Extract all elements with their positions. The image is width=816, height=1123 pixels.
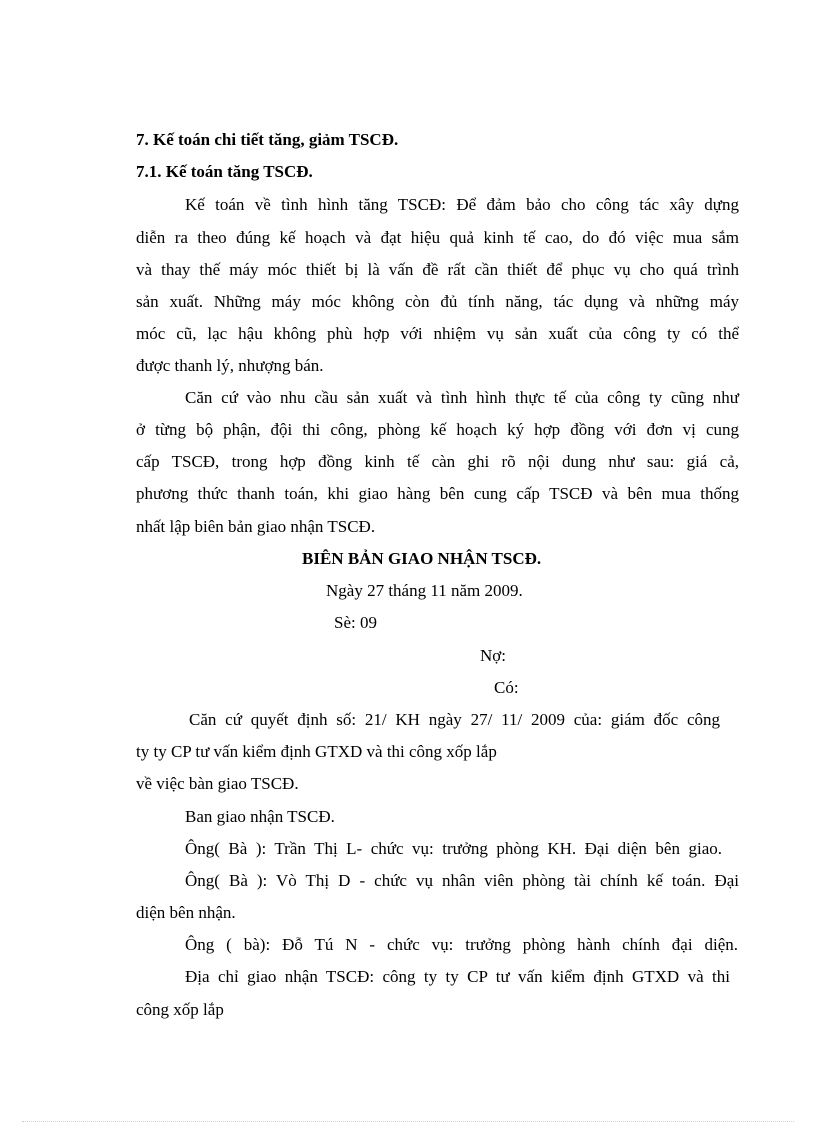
minutes-title: BIÊN BẢN GIAO NHẬN TSCĐ. xyxy=(302,549,542,568)
para2-line-4: phương thức thanh toán, khi giao hàng bên cung cấp TSCĐ và bên mua thống xyxy=(136,484,739,503)
para3-line-3: về việc bàn giao TSCĐ. xyxy=(136,774,299,793)
minutes-date: Ngày 27 tháng 11 năm 2009. xyxy=(326,581,523,600)
address-line-2: công xốp lắp xyxy=(136,1000,224,1019)
para3-line-1: Căn cứ quyết định số: 21/ KH ngày 27/ 11/ 2009 của: giám đốc công xyxy=(189,710,720,729)
para2-line-1: Căn cứ vào nhu cầu sản xuất và tình hình thực tế của công ty cũng như xyxy=(185,388,739,407)
member-2-line-2: diện bên nhận. xyxy=(136,903,236,922)
section-heading-7-1: 7.1. Kế toán tăng TSCĐ. xyxy=(136,162,313,181)
para1-line-6: được thanh lý, nhượng bán. xyxy=(136,356,324,375)
para2-line-5: nhất lập biên bản giao nhận TSCĐ. xyxy=(136,517,376,536)
para2-line-3: cấp TSCĐ, trong hợp đồng kinh tế càn ghi rõ nội dung như sau: giá cả, xyxy=(136,452,739,471)
member-2-line-1: Ông( Bà ): Vò Thị D - chức vụ nhân viên phòng tài chính kế toán. Đại xyxy=(185,871,739,890)
address-line-1: Địa chỉ giao nhận TSCĐ: công ty ty CP tư vấn kiểm định GTXD và thi xyxy=(185,967,730,986)
section-heading-7: 7. Kế toán chi tiết tăng, giảm TSCĐ. xyxy=(136,130,399,149)
credit-label: Có: xyxy=(494,678,519,697)
debit-label: Nợ: xyxy=(480,646,506,665)
para1-line-1: Kế toán về tình hình tăng TSCĐ: Để đảm bảo cho công tác xây dựng xyxy=(185,195,739,214)
para2-line-2: ở từng bộ phận, đội thi công, phòng kế hoạch ký hợp đồng với đơn vị cung xyxy=(136,420,739,439)
para1-line-3: và thay thế máy móc thiết bị là vấn đề rất cần thiết để phục vụ cho quá trình xyxy=(136,260,739,279)
member-3: Ông ( bà): Đỗ Tú N - chức vụ: trưởng phòng hành chính đại diện. xyxy=(185,935,738,954)
para1-line-5: móc cũ, lạc hậu không phù hợp với nhiệm vụ sản xuất của công ty có thể xyxy=(136,324,739,343)
para1-line-4: sản xuất. Những máy móc không còn đủ tính năng, tác dụng và những máy xyxy=(136,292,739,311)
para1-line-2: diễn ra theo đúng kế hoạch và đạt hiệu quả kinh tế cao, do đó việc mua sắm xyxy=(136,228,739,247)
para3-line-2: ty ty CP tư vấn kiểm định GTXD và thi công xốp lắp xyxy=(136,742,497,761)
minutes-number: Sè: 09 xyxy=(334,613,377,632)
committee-label: Ban giao nhận TSCĐ. xyxy=(185,807,335,826)
page-bottom-divider xyxy=(22,1121,794,1122)
member-1: Ông( Bà ): Trần Thị L- chức vụ: trưởng phòng KH. Đại diện bên giao. xyxy=(185,839,722,858)
